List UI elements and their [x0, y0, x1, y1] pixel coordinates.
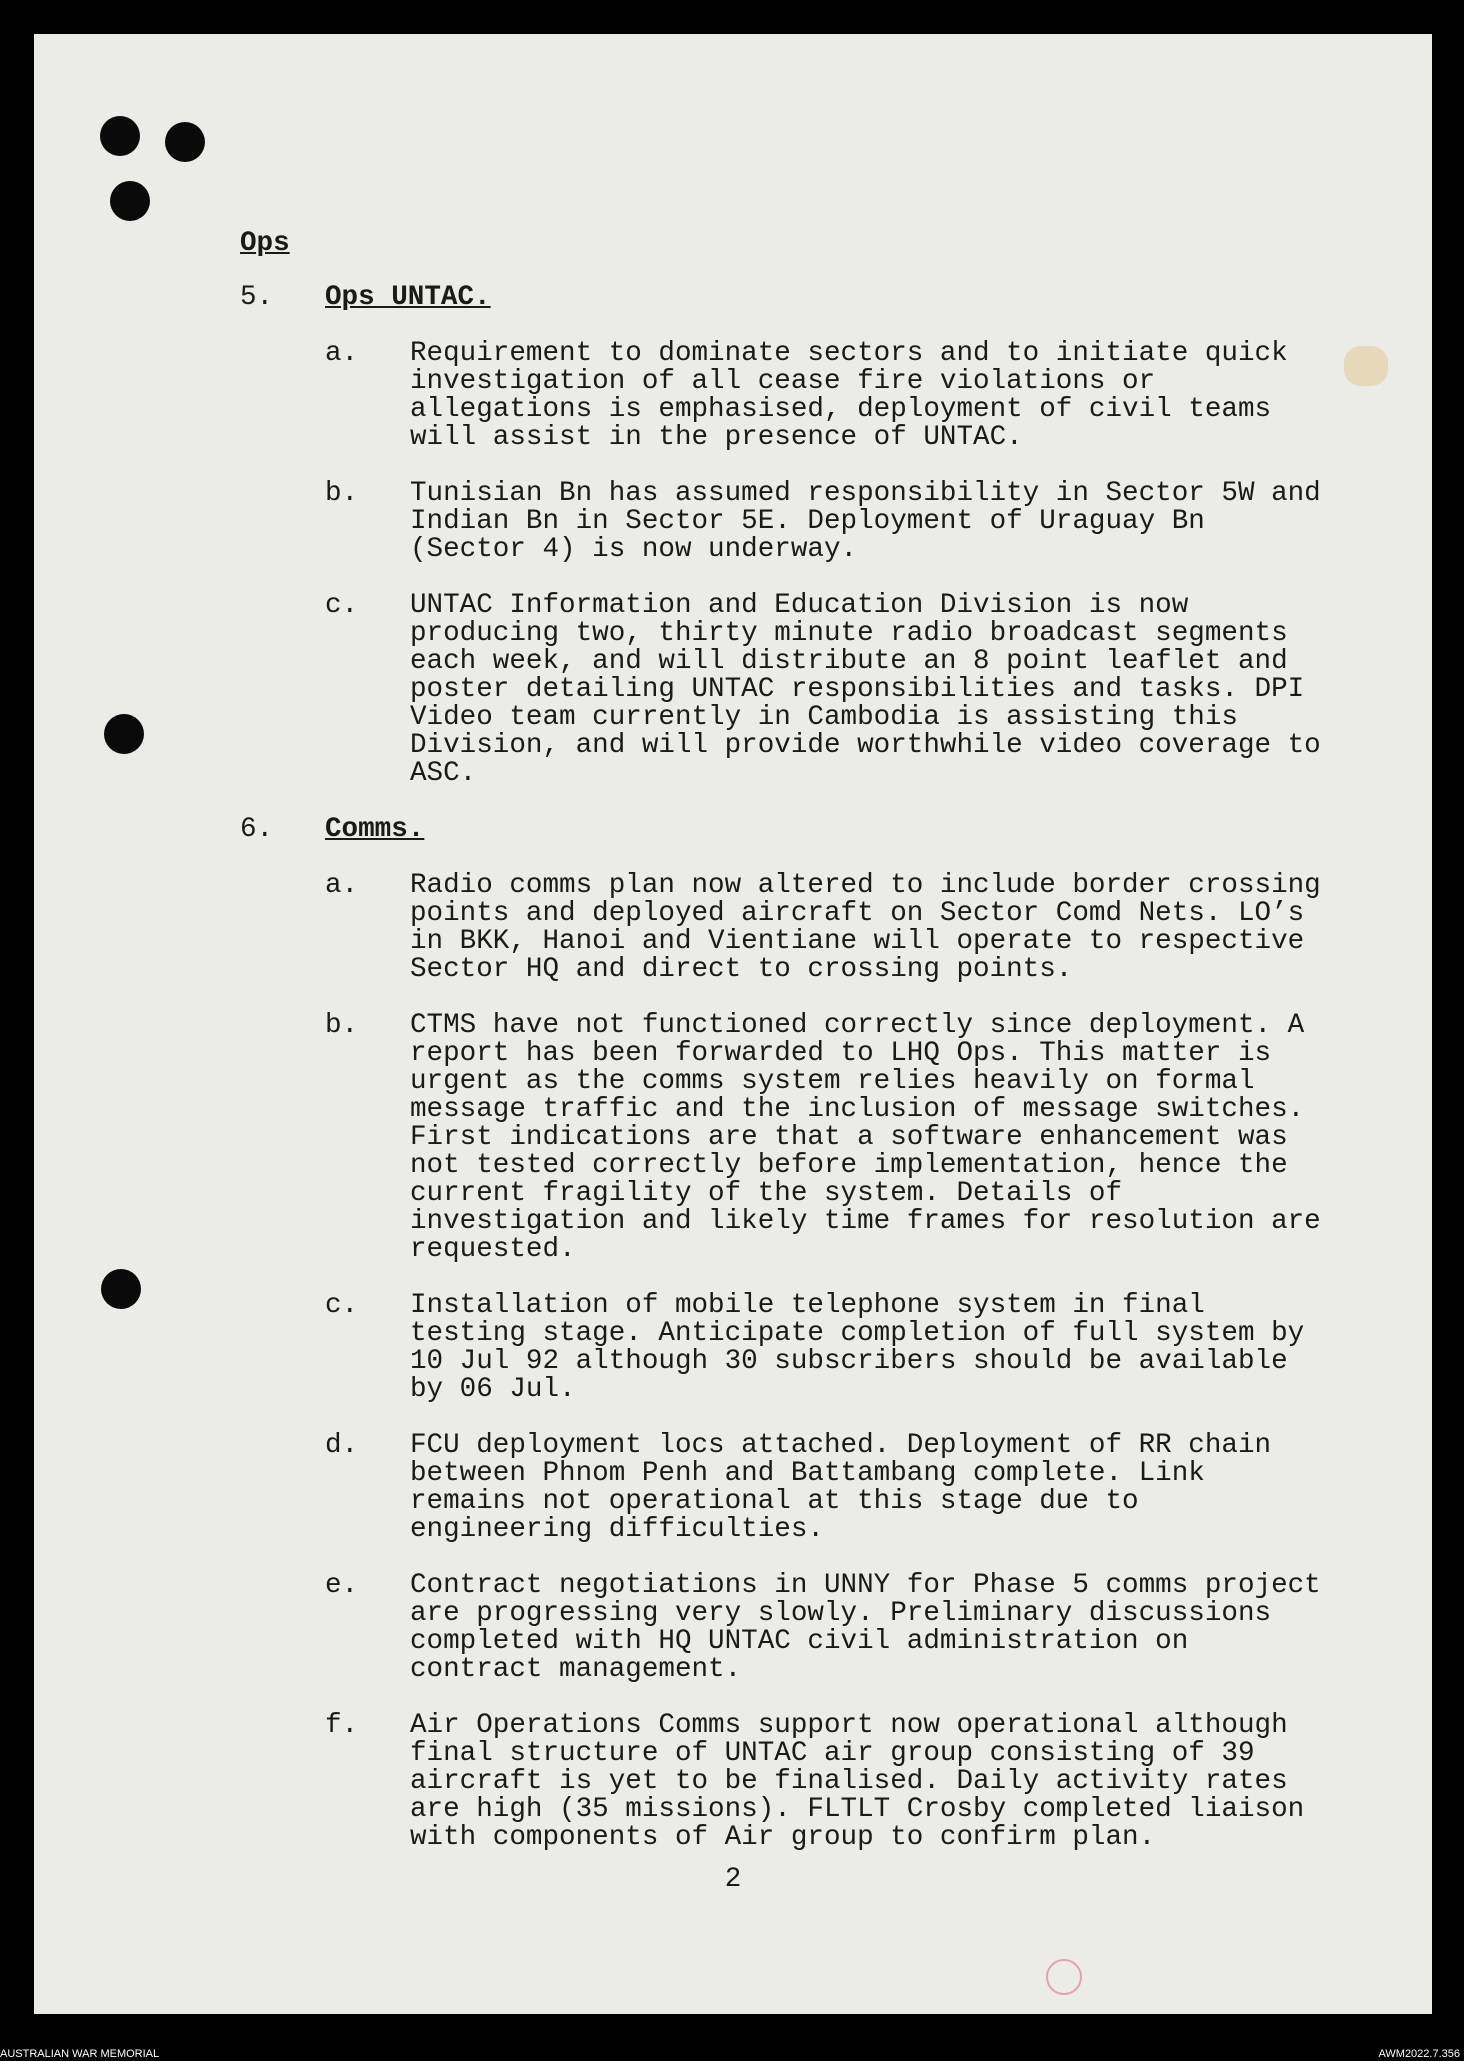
document-heading: Ops — [240, 228, 290, 259]
item-letter: a. — [325, 870, 359, 901]
item-letter: c. — [325, 1290, 359, 1321]
section-number: 6. — [240, 814, 274, 845]
item-letter: d. — [325, 1430, 359, 1461]
document-body — [240, 230, 1390, 1852]
list-item — [325, 480, 1390, 564]
item-text: Radio comms plan now altered to include border crossing points and deployed aircraft on Sector Comd Nets. LO’s in BKK, Hanoi and Vientiane will operate to respective Sector HQ and direct to crossing points. — [410, 870, 1321, 985]
item-text: CTMS have not functioned correctly since deployment. A report has been forwarded to LHQ Ops. This matter is urgent as the comms system relies heavily on formal message traffic and the inclusion of message switches. First indications are that a software enhancement was not tested correctly before implementation, hence the current fragility of the system. Details of investigation and likely time frames for resolution are requested. — [410, 1010, 1321, 1265]
list-item — [325, 1712, 1390, 1852]
footer-archive-name: AUSTRALIAN WAR MEMORIAL — [0, 2048, 160, 2060]
item-text: Installation of mobile telephone system in final testing stage. Anticipate completion of full system by 10 Jul 92 although 30 subscribers should be available by 06 Jul. — [410, 1290, 1305, 1405]
list-item — [325, 872, 1390, 984]
footer-reference: AWM2022.7.356 — [1378, 2048, 1460, 2060]
section-title: Comms. — [325, 814, 425, 845]
item-letter: a. — [325, 338, 359, 369]
item-letter: b. — [325, 478, 359, 509]
item-letter: c. — [325, 590, 359, 621]
list-item — [325, 592, 1390, 788]
section-6 — [240, 816, 1390, 1852]
punch-hole — [110, 181, 150, 221]
section-number: 5. — [240, 282, 274, 313]
item-text: UNTAC Information and Education Division is now producing two, thirty minute radio broadcast segments each week, and will distribute an 8 point leaflet and poster detailing UNTAC responsibilities and tasks. DPI Video team currently in Cambodia is assisting this Division, and will provide worthwhile video coverage to ASC. — [410, 590, 1321, 789]
item-text: Tunisian Bn has assumed responsibility in Sector 5W and Indian Bn in Sector 5E. Deployment of Uraguay Bn (Sector 4) is now underway. — [410, 478, 1321, 565]
item-letter: f. — [325, 1710, 359, 1741]
list-item — [325, 340, 1390, 452]
list-item — [325, 1572, 1390, 1684]
list-item — [325, 1432, 1390, 1544]
punch-hole — [165, 122, 205, 162]
item-text: Air Operations Comms support now operational although final structure of UNTAC air group consisting of 39 aircraft is yet to be finalised. Daily activity rates are high (35 missions). FLTLT Crosby completed liaison with components of Air group to confirm plan. — [410, 1710, 1305, 1853]
item-letter: e. — [325, 1570, 359, 1601]
section-5 — [240, 284, 1390, 788]
punch-hole — [100, 116, 140, 156]
section-items — [325, 340, 1390, 788]
list-item — [325, 1012, 1390, 1264]
item-letter: b. — [325, 1010, 359, 1041]
list-item — [325, 1292, 1390, 1404]
page-number: 2 — [724, 1864, 742, 1895]
punch-hole — [101, 1269, 141, 1309]
document-page — [34, 34, 1432, 2014]
item-text: Requirement to dominate sectors and to initiate quick investigation of all cease fire violations or allegations is emphasised, deployment of civil teams will assist in the presence of UNTAC. — [410, 338, 1288, 453]
section-items — [325, 872, 1390, 1852]
item-text: FCU deployment locs attached. Deployment of RR chain between Phnom Penh and Battambang complete. Link remains not operational at this stage due to engineering difficulties. — [410, 1430, 1272, 1545]
punch-hole — [104, 714, 144, 754]
item-text: Contract negotiations in UNNY for Phase 5 comms project are progressing very slowly. Preliminary discussions completed with HQ UNTAC civil administration on contract management. — [410, 1570, 1321, 1685]
section-title: Ops UNTAC. — [325, 282, 491, 313]
red-circle-mark — [1046, 1959, 1082, 1995]
